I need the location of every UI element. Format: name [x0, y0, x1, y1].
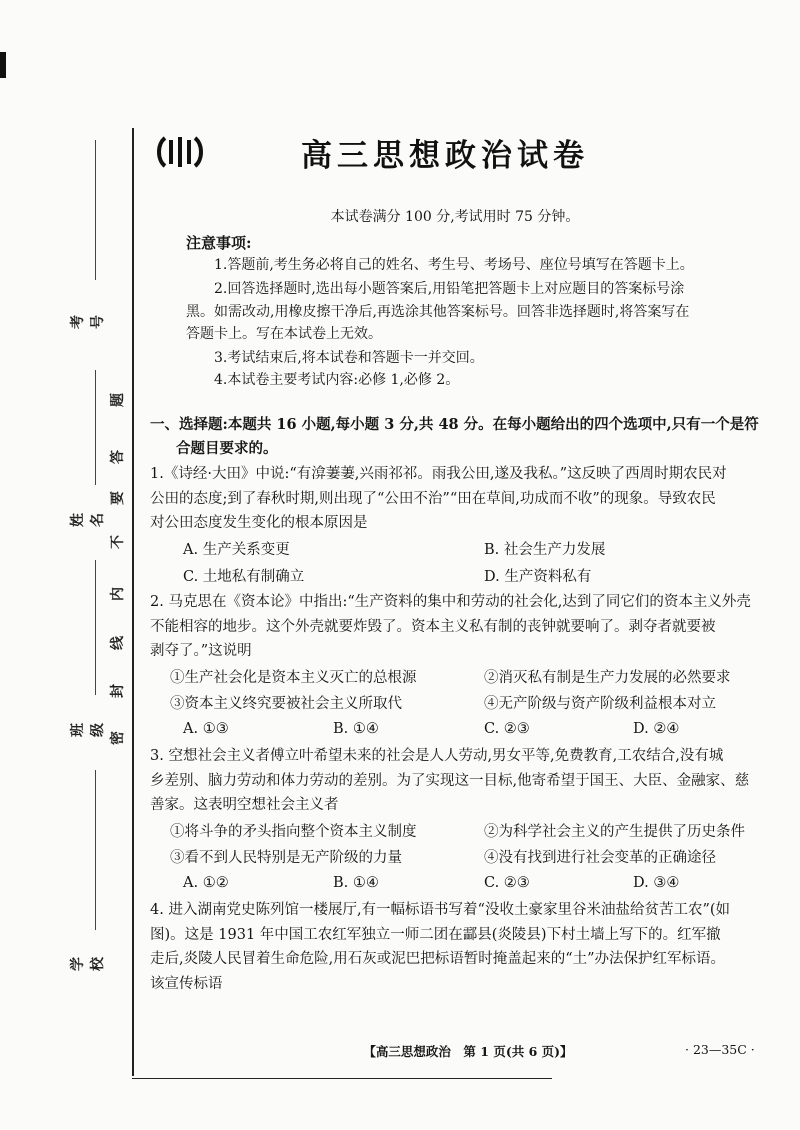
field-label-exam-number: 考号 — [70, 315, 106, 329]
seal-char: 封 — [110, 684, 126, 698]
q3-option-d[interactable]: D. ③④ — [633, 875, 680, 891]
q3-option-a[interactable]: A. ①② — [183, 875, 229, 891]
field-label-name: 姓名 — [70, 513, 106, 527]
corner-registration-mark — [0, 52, 6, 78]
q3-statement: ④没有找到进行社会变革的正确途径 — [484, 850, 716, 866]
seal-char: 线 — [110, 636, 126, 650]
class-line — [95, 560, 96, 695]
q2-statement: ③资本主义终究要被社会主义所取代 — [170, 696, 402, 712]
q1-option-b[interactable]: B. 社会生产力发展 — [484, 542, 606, 558]
page-title: 高三思想政治试卷 — [301, 138, 589, 174]
seal-char: 不 — [110, 535, 126, 549]
page-number: 【高三思想政治 第 1 页(共 6 页)】 — [363, 1044, 573, 1059]
question-2-text — [150, 590, 790, 664]
field-label-class: 班级 — [70, 723, 106, 737]
question-line: 该宣传标语 — [150, 975, 223, 992]
section-heading — [150, 413, 790, 461]
school-line — [95, 770, 96, 930]
notice-item: 1.答题前,考生务必将自己的姓名、考生号、考场号、座位号填写在答题卡上。 — [214, 257, 694, 273]
q3-statement: ①将斗争的矛头指向整个资本主义制度 — [170, 824, 417, 840]
question-1-text — [150, 462, 790, 536]
question-line: 不能相容的地步。这个外壳就要炸毁了。资本主义私有制的丧钟就要响了。剥夺者就要被 — [150, 618, 716, 635]
question-line: 4. 进入湖南党史陈列馆一楼展厅,有一幅标语书写着“没收土豪家里谷米油盐给贫苦工农”(如 — [150, 902, 731, 918]
question-line: 乡差别、脑力劳动和体力劳动的差别。为了实现这一目标,他寄希望于国王、大臣、金融家、慈 — [150, 772, 750, 789]
question-line: 2. 马克思在《资本论》中指出:“生产资料的集中和劳动的社会化,达到了同它们的资本主义外壳 — [150, 594, 751, 610]
question-line: 剥夺了。”这说明 — [150, 643, 252, 659]
question-4-text — [150, 898, 790, 996]
q2-option-a[interactable]: A. ①③ — [183, 721, 229, 737]
notice-item: 4.本试卷主要考试内容:必修 1,必修 2。 — [214, 372, 460, 388]
name-line — [95, 370, 96, 485]
q2-option-d[interactable]: D. ②④ — [633, 721, 680, 737]
q2-statement: ②消灭私有制是生产力发展的必然要求 — [484, 670, 731, 686]
notice-title: 注意事项: — [186, 234, 252, 252]
question-line: 走后,炎陵人民冒着生命危险,用石灰或泥巴把标语暂时掩盖起来的“土”办法保护红军标语。 — [150, 951, 726, 967]
q1-option-d[interactable]: D. 生产资料私有 — [484, 569, 592, 585]
seal-char: 要 — [110, 491, 126, 505]
question-line: 1.《诗经·大田》中说:“有渰萋萋,兴雨祁祁。雨我公田,遂及我私。”这反映了西周时期农民对 — [150, 466, 727, 482]
question-line: 3. 空想社会主义者傅立叶希望未来的社会是人人劳动,男女平等,免费教育,工农结合,没有城 — [150, 748, 724, 764]
notice-item: 黑。如需改动,用橡皮擦干净后,再选涂其他答案标号。回答非选择题时,将答案写在 — [186, 304, 690, 320]
question-line: 对公田态度发生变化的根本原因是 — [150, 515, 368, 531]
field-label-school: 学校 — [70, 957, 106, 971]
section-heading-line: 一、选择题:本题共 16 小题,每小题 3 分,共 48 分。在每小题给出的四个选项中,只有一个是符 — [150, 416, 759, 433]
question-line: 善家。这表明空想社会主义者 — [150, 797, 339, 813]
exam-number-line — [95, 140, 96, 280]
question-line: 图)。这是 1931 年中国工农红军独立一师二团在酃县(炎陵县)下村土墙上写下的。红军撤 — [150, 926, 721, 943]
q2-option-c[interactable]: C. ②③ — [484, 721, 530, 737]
q2-statement: ①生产社会化是资本主义灭亡的总根源 — [170, 670, 417, 686]
section-heading-line: 合题目要求的。 — [176, 440, 278, 457]
binding-line — [132, 128, 134, 1076]
notice-item: 3.考试结束后,将本试卷和答题卡一并交回。 — [214, 350, 484, 366]
seal-char: 答 — [110, 450, 126, 464]
q1-option-a[interactable]: A. 生产关系变更 — [183, 542, 290, 558]
q2-statement: ④无产阶级与资产阶级利益根本对立 — [484, 696, 716, 712]
notice-item: 答题卡上。写在本试卷上无效。 — [186, 326, 382, 342]
notice-item: 2.回答选择题时,选出每小题答案后,用铅笔把答题卡上对应题目的答案标号涂 — [214, 281, 685, 297]
exam-code: · 23—35C · — [685, 1042, 755, 1057]
exam-info: 本试卷满分 100 分,考试用时 75 分钟。 — [330, 209, 580, 225]
question-3-text — [150, 744, 790, 818]
seal-char: 内 — [110, 587, 126, 601]
exam-logo-icon — [155, 134, 205, 170]
q1-option-c[interactable]: C. 土地私有制确立 — [183, 569, 305, 585]
bottom-rule — [132, 1078, 552, 1079]
q3-option-c[interactable]: C. ②③ — [484, 875, 530, 891]
q3-option-b[interactable]: B. ①④ — [333, 875, 379, 891]
q3-statement: ③看不到人民特别是无产阶级的力量 — [170, 850, 402, 866]
seal-char: 密 — [110, 731, 126, 745]
seal-char: 题 — [110, 393, 126, 407]
question-line: 公田的态度;到了春秋时期,则出现了“公田不治”“田在草间,功成而不收”的现象。导致农民 — [150, 490, 716, 507]
q2-option-b[interactable]: B. ①④ — [333, 721, 379, 737]
q3-statement: ②为科学社会主义的产生提供了历史条件 — [484, 824, 745, 840]
